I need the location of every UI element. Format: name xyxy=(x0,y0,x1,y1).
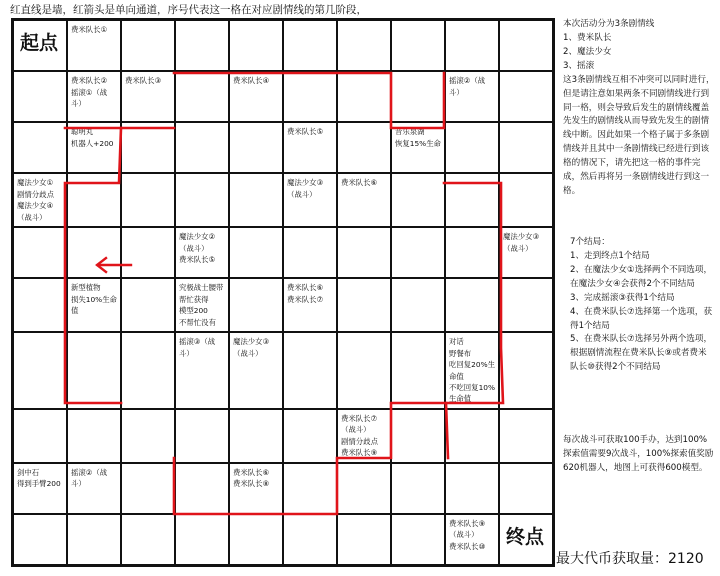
grid-cell xyxy=(67,278,121,332)
grid-cell xyxy=(13,71,67,122)
grid-cell xyxy=(121,227,175,278)
grid-cell xyxy=(67,463,121,514)
grid-cell xyxy=(337,173,391,227)
reward-note: 每次战斗可获取100手办，达到100%探索值需要9次战斗，100%探索值奖励620机器人，地图上可获得600模型。 xyxy=(563,435,714,473)
grid-cell xyxy=(13,278,67,332)
grid-cell xyxy=(13,514,67,565)
grid-cell xyxy=(337,227,391,278)
grid-cell xyxy=(391,227,445,278)
grid-cell xyxy=(121,409,175,463)
grid-cell xyxy=(67,514,121,565)
grid-cell-text: 魔法少女③ （战斗） xyxy=(287,178,324,199)
grid-cell xyxy=(13,227,67,278)
grid-cell xyxy=(67,71,121,122)
grid-cell xyxy=(229,514,283,565)
grid-cell xyxy=(283,409,337,463)
grid-cell-text: 究极战士腰带 帮忙获得 模型200 不帮忙没有 xyxy=(179,283,224,327)
grid-cell xyxy=(175,71,229,122)
grid-cell xyxy=(121,71,175,122)
grid-cell xyxy=(499,173,553,227)
grid-cell-text: 魔法少女① 剧情分歧点 魔法少女④ （战斗） xyxy=(17,178,54,222)
grid-cell xyxy=(175,409,229,463)
grid-cell xyxy=(445,409,499,463)
grid-cell xyxy=(499,463,553,514)
grid-cell xyxy=(175,227,229,278)
grid-cell xyxy=(121,332,175,409)
grid-cell xyxy=(499,227,553,278)
grid-cell-text: 费米队长⑦ （战斗） 剧情分歧点 费米队长⑨ xyxy=(341,413,378,458)
grid-cell xyxy=(121,278,175,332)
grid-cell xyxy=(445,514,499,565)
rules-line-3: 3、摇滚 xyxy=(563,60,595,71)
ending-item-3: 3、完成摇滚③获得1个结局 xyxy=(570,292,675,303)
grid-cell xyxy=(121,514,175,565)
grid-cell xyxy=(229,332,283,409)
grid-cell xyxy=(391,20,445,71)
grid-cell xyxy=(337,122,391,173)
endings-panel xyxy=(570,236,715,375)
grid-cell xyxy=(391,122,445,173)
grid-cell xyxy=(175,463,229,514)
rules-panel xyxy=(563,18,715,199)
grid-cell xyxy=(499,332,553,409)
grid-cell xyxy=(283,463,337,514)
grid-cell xyxy=(283,514,337,565)
grid-cell-text: 剑中石 得到手臂200 xyxy=(17,467,61,489)
start-label: 起点 xyxy=(20,32,59,54)
grid-cell xyxy=(121,173,175,227)
grid-cell xyxy=(13,20,67,71)
map-grid xyxy=(11,18,555,567)
grid-cell-text: 魔法少女② （战斗） 费米队长⑤ xyxy=(179,232,216,265)
grid-cell xyxy=(229,278,283,332)
grid-cell xyxy=(13,173,67,227)
grid-cell xyxy=(283,332,337,409)
grid-cell xyxy=(175,514,229,565)
grid-cell-text: 费米队长① xyxy=(71,25,108,34)
grid-cell xyxy=(445,20,499,71)
grid-cell-text: 费米队长⑥ xyxy=(341,178,378,188)
grid-cell xyxy=(175,122,229,173)
grid-cell xyxy=(283,122,337,173)
grid-cell xyxy=(391,278,445,332)
rules-body: 这3条剧情线互相不冲突可以同时进行，但是请注意如果两条不同剧情线进行到同一格，则会导致后发生的剧情线覆盖先发生的剧情线从而导致先发生的剧情线中断。因此如果一个格子属于多条剧情线并且其中一条剧情线已经进行到该格的情况下，请先把这一格的事件完成，然后再将另一条剧情线进行到这一格。 xyxy=(563,74,715,197)
grid-cell-text: 费米队长③ xyxy=(125,76,162,86)
grid-cell xyxy=(391,463,445,514)
grid-cell xyxy=(13,463,67,514)
grid-cell xyxy=(67,20,121,71)
grid-cell xyxy=(283,227,337,278)
grid-cell xyxy=(229,463,283,514)
grid-cell xyxy=(229,227,283,278)
grid-cell xyxy=(499,514,553,565)
grid-cell xyxy=(391,332,445,409)
ending-item-1: 1、走到终点1个结局 xyxy=(570,250,650,261)
grid-cell-text: 费米队长⑥ 费米队长⑦ xyxy=(287,283,324,304)
grid-cell xyxy=(13,409,67,463)
grid-cell xyxy=(283,20,337,71)
grid-cell xyxy=(337,278,391,332)
grid-cell xyxy=(121,20,175,71)
grid-cell xyxy=(445,332,499,409)
max-coin-total: 最大代币获取量：2120 xyxy=(556,551,704,567)
grid-cell xyxy=(67,332,121,409)
grid-cell xyxy=(337,332,391,409)
grid-cell-text: 魔法少女③ （战斗） xyxy=(233,337,270,358)
grid-cell xyxy=(391,173,445,227)
endings-title: 7个结局： xyxy=(570,237,610,247)
ending-item-2: 2、在魔法少女①选择两个不同选项，在魔法少女④会获得2个不同结局 xyxy=(570,264,713,289)
grid-cell xyxy=(445,122,499,173)
grid-cell xyxy=(283,173,337,227)
rules-title: 本次活动分为3条剧情线 xyxy=(563,19,655,29)
grid-cell-text: 音乐泉湖 恢复15%生命 xyxy=(395,127,441,148)
grid-cell xyxy=(499,278,553,332)
grid-cell xyxy=(391,409,445,463)
grid-cell xyxy=(499,122,553,173)
grid-cell xyxy=(229,173,283,227)
grid-cell xyxy=(283,278,337,332)
grid-cell xyxy=(445,227,499,278)
grid-cell-text: 新型植物 损失10%生命值 xyxy=(71,283,117,316)
grid-cell-text: 费米队长④ xyxy=(233,76,270,86)
grid-cell xyxy=(391,71,445,122)
grid-cell xyxy=(229,20,283,71)
grid-cell-text: 对话 野餐布 吃回复20%生命值 不吃回复10%生命值 xyxy=(449,337,495,404)
grid-cell xyxy=(67,409,121,463)
grid-cell xyxy=(499,20,553,71)
grid-cell xyxy=(229,71,283,122)
grid-cell-text: 聪明丸 机器人+200 xyxy=(71,127,114,148)
grid-cell-text: 摇滚②（战斗） xyxy=(449,76,486,97)
grid-cell xyxy=(13,332,67,409)
grid-cell xyxy=(67,173,121,227)
grid-cell xyxy=(337,71,391,122)
grid-cell xyxy=(121,122,175,173)
grid-cell xyxy=(337,20,391,71)
grid-cell xyxy=(499,409,553,463)
grid-cell xyxy=(121,463,175,514)
header-note: 红直线是墙，红箭头是单向通道，序号代表这一格在对应剧情线的第几阶段， xyxy=(10,4,367,16)
grid-cell xyxy=(229,122,283,173)
grid-cell xyxy=(499,71,553,122)
grid-cell xyxy=(337,409,391,463)
grid-cell-text: 费米队长⑤ xyxy=(287,127,324,137)
grid-cell xyxy=(445,278,499,332)
grid-cell xyxy=(13,122,67,173)
grid-cell-text: 费米队长⑨ （战斗） 费米队长⑩ xyxy=(449,518,486,551)
grid-cell-text: 摇滚②（战斗） xyxy=(71,467,108,489)
rules-line-2: 2、魔法少女 xyxy=(563,46,612,57)
grid-cell xyxy=(175,278,229,332)
grid-cell-text: 费米队长⑥ 费米队长⑧ xyxy=(233,467,270,489)
grid-cell xyxy=(283,71,337,122)
grid-cell xyxy=(175,332,229,409)
grid-cell xyxy=(67,122,121,173)
grid-cell xyxy=(229,409,283,463)
grid-cell xyxy=(391,514,445,565)
grid-cell xyxy=(445,71,499,122)
grid-cell xyxy=(445,463,499,514)
rules-line-1: 1、费米队长 xyxy=(563,32,612,43)
grid-cell-text: 魔法少女③ （战斗） xyxy=(503,232,540,253)
grid-cell xyxy=(67,227,121,278)
grid-cell xyxy=(175,20,229,71)
grid-cell-text: 摇滚③（战斗） xyxy=(179,337,216,358)
grid-cell xyxy=(175,173,229,227)
grid-cell-text: 费米队长② 摇滚①（战斗） xyxy=(71,76,108,109)
grid-cell xyxy=(337,463,391,514)
ending-item-4: 4、在费米队长⑦选择第一个选项，获得1个结局 xyxy=(570,306,713,331)
grid-cell xyxy=(445,173,499,227)
ending-item-5: 5、在费米队长⑦选择另外两个选项，根据剧情流程在费米队长⑨或者费米队长⑩获得2个不同结局 xyxy=(570,334,713,373)
grid-cell xyxy=(337,514,391,565)
end-label: 终点 xyxy=(506,525,545,548)
